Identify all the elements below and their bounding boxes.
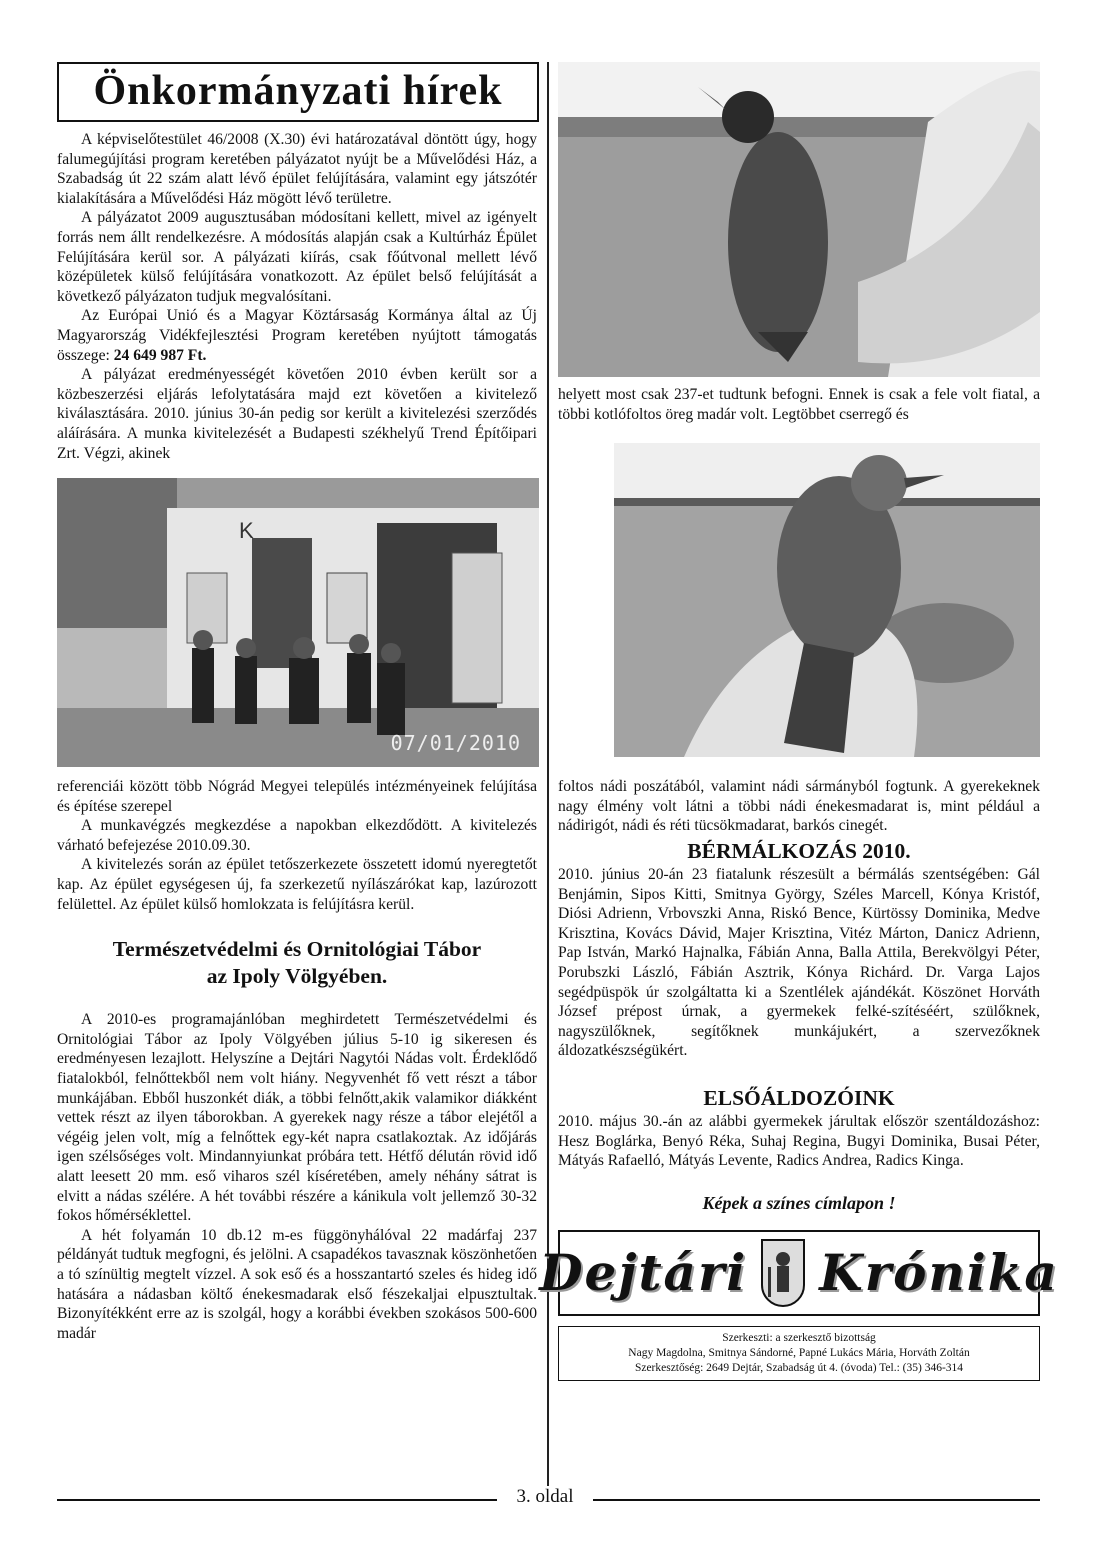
article-paragraph: A pályázat eredményességét követően 2010 évben került sor a közbeszerzési eljárás lefolytatására majd ezt követően a kivitelező kiválasztására. 2010. június 30-án pedig sor került a kivitelezési szerződés aláírására. A munka kivitelezését a Budapesti székhelyű Trend Építőipari Zrt. Végzi, akinek [57,366,537,462]
article-paragraph: A kivitelezés során az épület tetőszerkezete összetett idomú nyeregtetőt kap. Az épület egységesen új, fa szerkezetű nyílászárókat kap, lazúrozott felülettel. Az épület külső homlokzata is felújításra kerül. [57,856,537,913]
article-paragraph: 2010. május 30.-án az alábbi gyermekek járultak először szentáldozáshoz: Hesz Boglárka, Benyó Réka, Suhaj Regina, Bugyi Dominika, Busai Péter, Mátyás Rafaelló, Mátyás Levente, Radics Andrea, Radics Kinga. [558,1112,1040,1170]
footer-rule-right [593,1499,1040,1501]
building-photo-drawing [57,478,539,767]
article-paragraph: A hét folyamán 10 db.12 m-es függönyhálóval 22 madárfaj 237 példányát tudtuk megfogni, és jelölni. A csapadékos tavasznak köszönhetően a tó színültig megtelt vízzel. A sok eső és a hosszantartó szeles és hideg idő hatására a nádasban költő énekesmadarak első fészekaljai elpusztultak. Bizonyítékként erre az is szolgál, hogy a korábbi években szokásos 500-600 madár [57,1226,537,1342]
footer-rule-left [57,1499,497,1501]
masthead-word: Dejtári [539,1243,748,1303]
photo-date-stamp: 07/01/2010 [390,731,521,756]
photo-note: Képek a színes címlapon ! [702,1192,896,1213]
bird-photo-2-drawing [614,443,1040,757]
masthead-logo [539,1230,1059,1316]
article-paragraph: referenciái között több Nógrád Megyei település intézményeinek felújítása és építése szerepel [57,778,537,815]
page-title: Önkormányzati hírek [57,62,539,122]
grant-amount: 24 649 987 Ft. [113,346,207,364]
imprint-line: Szerkeszti: a szerkesztő bizottság [722,1331,876,1344]
article-paragraph: helyett most csak 237-et tudtunk befogni. Ennek is csak a fele volt fiatal, a többi kotlófoltos öreg madár volt. Legtöbbet cserregő és [558,386,1040,423]
article-paragraph: A munkavégzés megkezdése a napokban elkezdődött. A kivitelezés várható befejezése 2010.09.30. [57,817,537,854]
sign-letter: K [239,518,254,544]
article-paragraph: A pályázatot 2009 augusztusában módosítani kellett, mivel az igényelt forrás nem állt rendelkezésre. A módosítás alapján csak a Kultúrház Épület Felújítására kerül sor. A pályázati kiírás, csak főútvonal mellett lévő középületek külső felújítására vonatkozott. Az épület belső felújítását a következő pályázaton tudjuk megvalósítani. [57,209,537,305]
paragraph-text: Az Európai Unió és a Magyar Köztársaság Kormánya által az Új Magyarország Vidékfejlesztési Program keretében nyújtott támogatás összege: [57,307,537,364]
imprint-box [558,1326,1040,1381]
bird-photo-1-drawing [558,62,1040,377]
right-column [539,62,1059,1381]
section-heading [57,936,537,990]
imprint-line: Szerkesztőség: 2649 Dejtár, Szabadság út 4. (óvoda) Tel.: (35) 346-314 [634,1361,964,1374]
imprint-line: Nagy Magdolna, Smitnya Sándorné, Papné Lukács Mária, Horváth Zoltán [628,1346,970,1359]
article-paragraph: A 2010-es programajánlóban meghirdetett Természetvédelmi és Ornitológiai Tábor az Ipoly Völgyében július 5-10 ig sikeresen és eredményesen lezajlott. Helyszíne a Dejtári Nagytói Nádas volt. Érdeklődő fiatalokból, felnőttekből nem volt hiány. Negyvenhét fő vett részt a tábor munkájában. Ebből huszonkét diák, a többi felnőtt,akik valamikor diákként vettek részt az ilyen táborokban. A gyerekek nagy része a tábor elejétől a végéig jelen volt, míg a felnőttek egy-két napra csatlakoztak. Az időjárás igen szélsőséges volt. Mindannyiunkat próbára tett. Hétfő délután rövid idő alatt leesett 20 mm. eső viharos szél kíséretében, amely néhány sátrat is elvitt a nádas szélére. A hét további részére a kánikula volt jellemző 30-32 fokos hőmérséklettel. [57,1011,537,1225]
article-paragraph [57,306,537,365]
section-title: ELSŐÁLDOZÓINK [703,1085,895,1110]
coat-of-arms-icon [761,1239,805,1307]
page-number: 3. oldal [497,1486,593,1508]
building-photo [57,478,539,767]
section-title-line: az Ipoly Völgyében. [206,964,388,989]
bird-photo-2 [614,443,1040,757]
article-paragraph: A képviselőtestület 46/2008 (X.30) évi határozatával döntött úgy, hogy falumegújítási program keretében pályázatot nyújt be a Művelődési Ház, a Szabadság út 22 szám alatt lévő épület felújítására, valamint egy játszótér kialakítására a Művelődési Ház mögött lévő területre. [57,131,537,207]
bird-photo-1 [558,62,1040,377]
section-title: BÉRMÁLKOZÁS 2010. [687,838,911,863]
masthead-word: Krónika [819,1243,1059,1303]
left-column [57,62,537,1343]
article-paragraph: foltos nádi poszátából, valamint nádi sármányból fogtunk. A gyerekeknek nagy élmény volt látni a többi nádi énekesmadarat is, mint például a nádirigót, nádi és réti tücsökmadarat, barkós cinegét. [558,778,1040,835]
section-title-line: Természetvédelmi és Ornitológiai Tábor [112,937,482,962]
article-paragraph: 2010. június 20-án 23 fiatalunk részesült a bérmálás szentségében: Gál Benjámin, Sipos Kitti, Smitnya György, Széles Marcell, Kónya Kristóf, Diósi Adrienn, Vrbovszki Anna, Riskó Bence, Kürtössy Dominika, Medve Krisztina, Kovács Dávid, Majer Krisztina, Vitéz Márton, Danicz Adrienn, Pap István, Markó Hajnalka, Fábián Anna, Balla Attila, Berekvölgyi Péter, Porubszki László, Fábián Asztrik, Kónya Richárd. Dr. Varga Lajos segédpüspök úr szolgáltatta ki a Szentlélek ajándékát. Köszönet Horváth József prépost úrnak, a gyermekek felké-szítéséért, szülőknek, nagyszülőknek, segítőknek munkájukért, a szervezőknek áldozatkészségükért. [558,865,1040,1060]
